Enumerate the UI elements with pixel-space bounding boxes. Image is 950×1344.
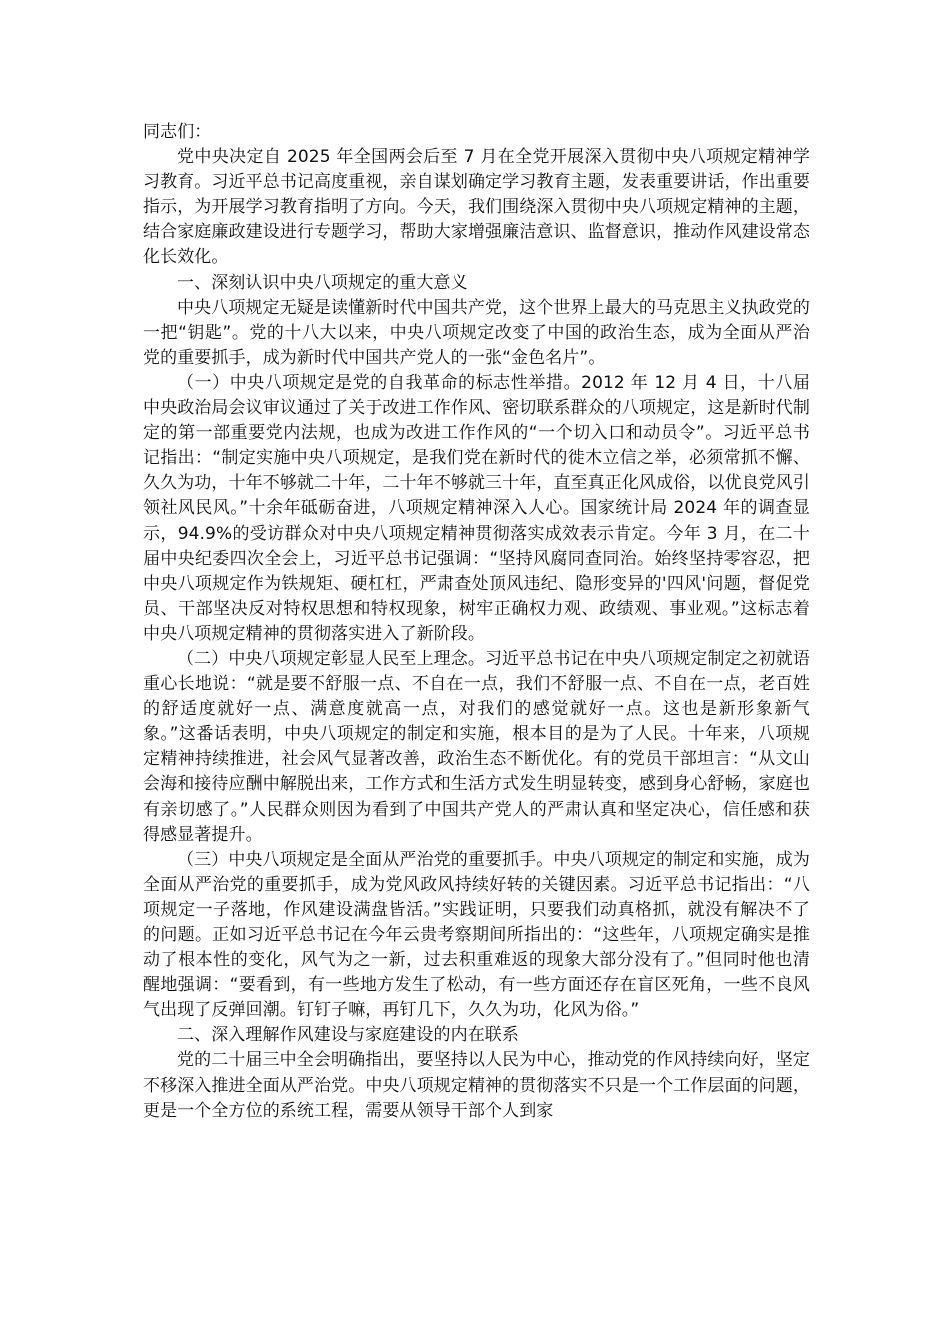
intro-paragraph: 党中央决定自 2025 年全国两会后至 7 月在全党开展深入贯彻中央八项规定精神学习教育。习近平总书记高度重视，亲自谋划确定学习教育主题，发表重要讲话，作出重要指示，为开展学习教育指明了方向。今天，我们围绕深入贯彻中央八项规定精神的主题，结合家庭廉政建设进行专题学习，帮助大家增强廉洁意识、监督意识，推动作风建设常态化长效化。 — [143, 147, 810, 268]
section-1-point-2-paragraph: （二）中央八项规定彰显人民至上理念。习近平总书记在中央八项规定制定之初就语重心长地说：“就是要不舒服一点、不自在一点，我们不舒服一点、不自在一点，老百姓的舒适度就好一点、满意度就高一点，对我们的感觉就好一点。这也是新形象新气象。”这番话表明，中央八项规定的制定和实施，根本目的是为了人民。十年来，八项规定精神持续推进，社会风气显著改善，政治生态不断优化。有的党员干部坦言：“从文山会海和接待应酬中解脱出来，工作方式和生活方式发生明显转变，感到身心舒畅，家庭也有亲切感了。”人民群众则因为看到了中国共产党人的严肃认真和坚定决心，信任感和获得感显著提升。 — [143, 648, 810, 845]
section-1-intro-paragraph: 中央八项规定无疑是读懂新时代中国共产党，这个世界上最大的马克思主义执政党的一把“钥匙”。党的十八大以来，中央八项规定改变了中国的政治生态，成为全面从严治党的重要抓手，成为新时代中国共产党人的一张“金色名片”。 — [143, 297, 810, 368]
section-heading-1: 一、深刻认识中央八项规定的重大意义 — [177, 272, 468, 293]
section-heading-2: 二、深入理解作风建设与家庭建设的内在联系 — [177, 1025, 519, 1046]
document-body — [143, 120, 810, 1124]
greeting: 同志们： — [143, 122, 212, 142]
section-1-point-3-paragraph: （三）中央八项规定是全面从严治党的重要抓手。中央八项规定的制定和实施，成为全面从严治党的重要抓手，成为党风政风持续好转的关键因素。习近平总书记指出：“八项规定一子落地，作风建设满盘皆活。”实践证明，只要我们动真格抓，就没有解决不了的问题。正如习近平总书记在今年云贵考察期间所指出的：“这些年，八项规定确实是推动了根本性的变化，风气为之一新，过去积重难返的现象大部分没有了。”但同时他也清醒地强调：“要看到，有一些地方发生了松动，有一些方面还存在盲区死角，一些不良风气出现了反弹回潮。钉钉子嘛，再钉几下，久久为功，化风为俗。” — [143, 849, 810, 1021]
section-2-intro-paragraph: 党的二十届三中全会明确指出，要坚持以人民为中心，推动党的作风持续向好，坚定不移深入推进全面从严治党。中央八项规定精神的贯彻落实不只是一个工作层面的问题，更是一个全方位的系统工程，需要从领导干部个人到家 — [143, 1050, 810, 1121]
section-1-point-1-paragraph: （一）中央八项规定是党的自我革命的标志性举措。2012 年 12 月 4 日，十八届中央政治局会议审议通过了关于改进工作作风、密切联系群众的八项规定，这是新时代制定的第一部重要党内法规，也成为改进工作作风的“一个切入口和动员令”。习近平总书记指出：“制定实施中央八项规定，是我们党在新时代的徙木立信之举，必须常抓不懈、久久为功，十年不够就二十年，二十年不够就三十年，直至真正化风成俗，以优良党风引领社风民风。”十余年砥砺奋进，八项规定精神深入人心。国家统计局 2024 年的调查显示，94.9%的受访群众对中央八项规定精神贯彻落实成效表示肯定。今年 3 月，在二十届中央纪委四次全会上，习近平总书记强调：“坚持风腐同查同治。始终坚持零容忍，把中央八项规定作为铁规矩、硬杠杠，严肃查处顶风违纪、隐形变异的'四风'问题，督促党员、干部坚决反对特权思想和特权现象，树牢正确权力观、政绩观、事业观。”这标志着中央八项规定精神的贯彻落实进入了新阶段。 — [143, 372, 810, 644]
